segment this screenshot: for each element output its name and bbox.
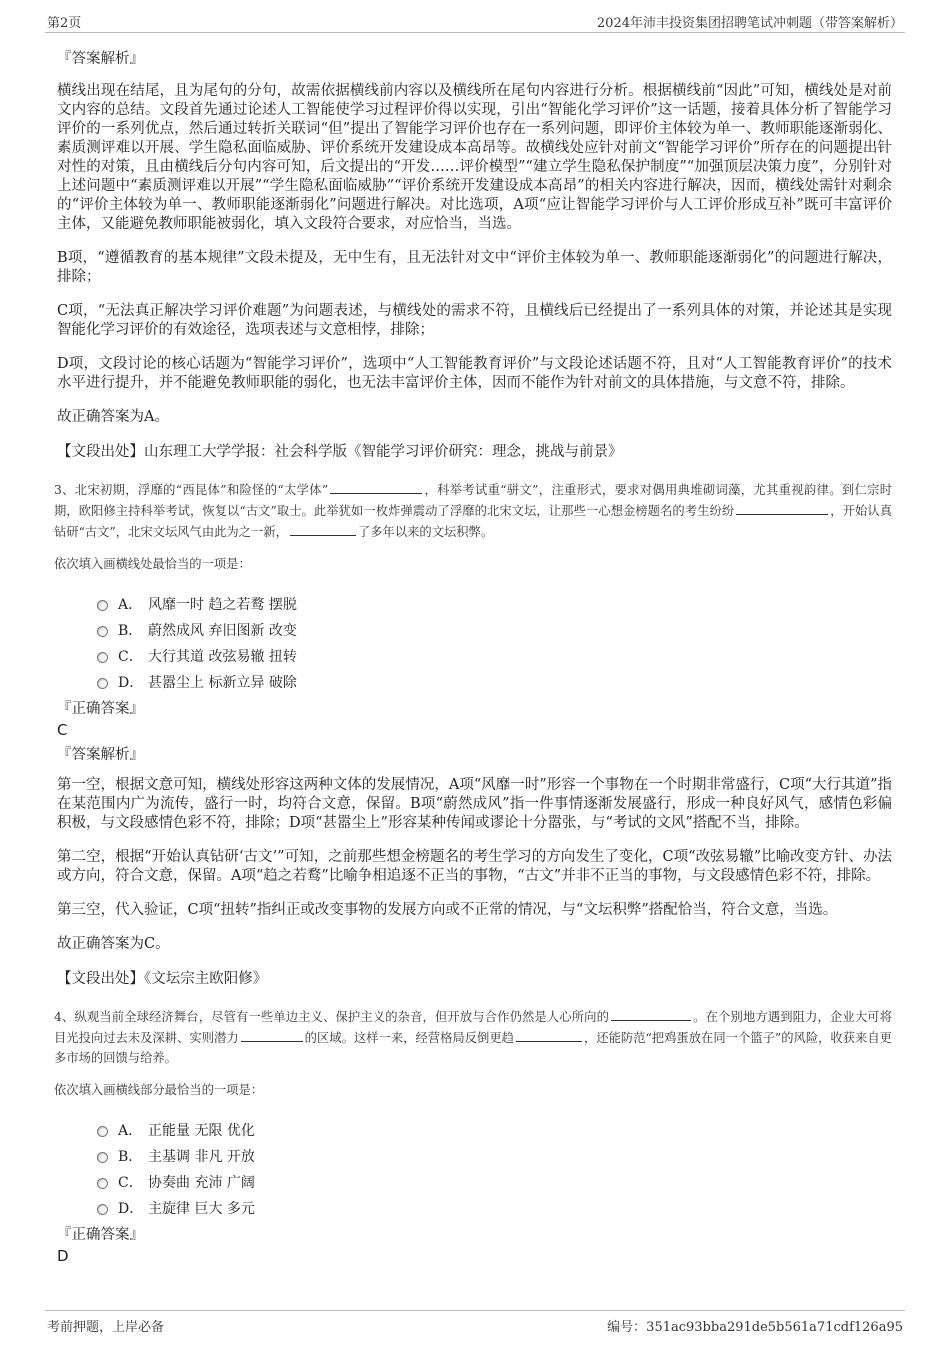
q3-question-text: 3、北宋初期，浮靡的“西昆体”和险怪的“太学体” ，科举考试重“骈文”，注重形式，要求对偶用典堆砌词藻，尤其重视韵律。到仁宗时期，欧阳修主持科举考试，恢复以“古文”取士。此举犹如一枚炸弹震动了浮靡的北宋文坛，让那些一心想金榜题名的考生纷纷 ，开始认真钻研“古文”，北宋文坛风气由此为之一新， 了多年以来的文坛积弊。 bbox=[54, 479, 892, 542]
q4-correct-label: 『正确答案』 bbox=[57, 1227, 144, 1243]
radio-icon[interactable] bbox=[97, 626, 108, 637]
radio-icon[interactable] bbox=[97, 652, 108, 663]
page-header bbox=[45, 10, 905, 33]
q4-question-text: 4、纵观当前全球经济舞台，尽管有一些单边主义、保护主义的杂音，但开放与合作仍然是人心所向的 。在个别地方遇到阻力，企业大可将目光投向过去未及深耕、实则潜力 的区域。这样一来，经营格局反倒更趋 ，还能防范“把鸡蛋放在同一个篮子”的风险，收获来自更多市场的回馈与给养。 bbox=[54, 1006, 892, 1068]
blank-line bbox=[736, 500, 828, 515]
q3-option-c[interactable]: C． 大行其道 改弦易辙 扭转 bbox=[97, 644, 892, 670]
page-content bbox=[54, 40, 892, 1270]
blank-line bbox=[290, 521, 356, 536]
q3-analysis-paragraph: 第一空，根据文意可知，横线处形容这两种文体的发展情况，A项“风靡一时”形容一个事物在一个时期非常盛行，C项“大行其道”指在某范围内广为流传，盛行一时，均符合文意，保留。B项“蔚然成风”指一件事情逐渐发展盛行，形成一种良好风气，感情色彩偏积极，与文段感情色彩不符，排除；D项“甚嚣尘上”形容某种传闻或谬论十分嚣张，与“考试的文风”搭配不当，排除。 bbox=[57, 777, 892, 831]
q3-analysis-paragraph: 第三空，代入验证，C项“扭转”指纠正或改变事物的发展方向或不正常的情况，与“文坛积弊”搭配恰当，符合文意，当选。 bbox=[57, 902, 838, 918]
radio-icon[interactable] bbox=[97, 1152, 108, 1163]
q3-options bbox=[97, 592, 892, 696]
q3-prompt: 依次填入画横线处最恰当的一项是： bbox=[54, 557, 251, 571]
q2-analysis-paragraph: C项，“无法真正解决学习评价难题”为问题表述，与横线处的需求不符，且横线后已经提出了一系列具体的对策，并论述其是实现智能化学习评价的有效途径，选项表述与文意相悖，排除； bbox=[57, 303, 892, 338]
page-footer bbox=[45, 1310, 905, 1337]
blank-line bbox=[330, 479, 422, 494]
footer-slogan: 考前押题，上岸必备 bbox=[47, 1320, 165, 1335]
q4-option-d[interactable]: D． 主旋律 巨大 多元 bbox=[97, 1196, 892, 1222]
q2-source: 【文段出处】山东理工大学学报：社会科学版《智能学习评价研究：理念，挑战与前景》 bbox=[57, 444, 623, 460]
q3-conclusion: 故正确答案为C。 bbox=[57, 936, 170, 952]
q3-correct-label: 『正确答案』 bbox=[57, 701, 144, 717]
q4-prompt: 依次填入画横线部分最恰当的一项是： bbox=[54, 1083, 264, 1097]
radio-icon[interactable] bbox=[97, 1126, 108, 1137]
q2-analysis-label: 『答案解析』 bbox=[57, 51, 144, 67]
radio-icon[interactable] bbox=[97, 1204, 108, 1215]
q3-source: 【文段出处】《文坛宗主欧阳修》 bbox=[57, 971, 268, 987]
q4-options bbox=[97, 1118, 892, 1222]
q4-option-c[interactable]: C． 协奏曲 充沛 广阔 bbox=[97, 1170, 892, 1196]
blank-line bbox=[516, 1027, 582, 1042]
blank-line bbox=[611, 1006, 691, 1021]
q2-analysis-paragraph: D项，文段讨论的核心话题为“智能学习评价”，选项中“人工智能教育评价”与文段论述话题不符，且对“人工智能教育评价”的技术水平进行提升，并不能避免教师职能的弱化，也无法丰富评价主体，因而不能作为针对前文的具体措施，与文意不符，排除。 bbox=[57, 356, 892, 391]
q4-correct-answer: D bbox=[57, 1247, 69, 1265]
radio-icon[interactable] bbox=[97, 678, 108, 689]
q4-option-b[interactable]: B． 主基调 非凡 开放 bbox=[97, 1144, 892, 1170]
q3-correct-answer: C bbox=[57, 721, 68, 739]
q3-option-a[interactable]: A． 风靡一时 趋之若鹜 摆脱 bbox=[97, 592, 892, 618]
q3-option-b[interactable]: B． 蔚然成风 弃旧图新 改变 bbox=[97, 618, 892, 644]
q2-analysis-paragraph: 横线出现在结尾，且为尾句的分句，故需依据横线前内容以及横线所在尾句内容进行分析。根据横线前“因此”可知，横线处是对前文内容的总结。文段首先通过论述人工智能使学习过程评价得以实现，引出“智能化学习评价”这一话题，接着具体分析了智能学习评价的一系列优点，然后通过转折关联词“但”提出了智能学习评价也存在一系列问题，即评价主体较为单一、教师职能逐渐弱化、素质测评难以开展、学生隐私面临威胁、评价系统开发建设成本高昂等。故横线处应针对前文“智能学习评价”所存在的问题提出针对性的对策，且由横线后分句内容可知，后文提出的“开发……评价模型”“建立学生隐私保护制度”“加强顶层决策力度”，分别针对上述问题中“素质测评难以开展”“学生隐私面临威胁”“评价系统开发建设成本高昂”的相关内容进行解决，因而，横线处需针对剩余的“评价主体较为单一、教师职能逐渐弱化”问题进行解决。对比选项，A项“应让智能学习评价与人工评价形成互补”既可丰富评价主体，又能避免教师职能被弱化，填入文段符合要求，对应恰当，当选。 bbox=[57, 83, 892, 232]
document-id: 编号：351ac93bba291de5b561a71cdf126a95 bbox=[607, 1320, 903, 1335]
page-number: 第2页 bbox=[47, 16, 82, 31]
document-title: 2024年沛丰投资集团招聘笔试冲刺题（带答案解析） bbox=[596, 16, 903, 31]
q3-analysis-paragraph: 第二空，根据“开始认真钻研‘古文’”可知，之前那些想金榜题名的考生学习的方向发生了变化，C项“改弦易辙”比喻改变方针、办法或方向，符合文意，保留。A项“趋之若鹜”比喻争相追逐不正当的事物，“古文”并非不正当的事物，与文段感情色彩不符，排除。 bbox=[57, 849, 892, 884]
q3-option-d[interactable]: D． 甚嚣尘上 标新立异 破除 bbox=[97, 670, 892, 696]
q2-analysis-paragraph: B项，“遵循教育的基本规律”文段未提及，无中生有，且无法针对文中“评价主体较为单一、教师职能逐渐弱化”的问题进行解决，排除； bbox=[57, 250, 892, 285]
q4-option-a[interactable]: A． 正能量 无限 优化 bbox=[97, 1118, 892, 1144]
blank-line bbox=[241, 1027, 303, 1042]
q3-analysis-label: 『答案解析』 bbox=[57, 747, 144, 763]
q2-conclusion: 故正确答案为A。 bbox=[57, 409, 169, 425]
radio-icon[interactable] bbox=[97, 600, 108, 611]
radio-icon[interactable] bbox=[97, 1178, 108, 1189]
